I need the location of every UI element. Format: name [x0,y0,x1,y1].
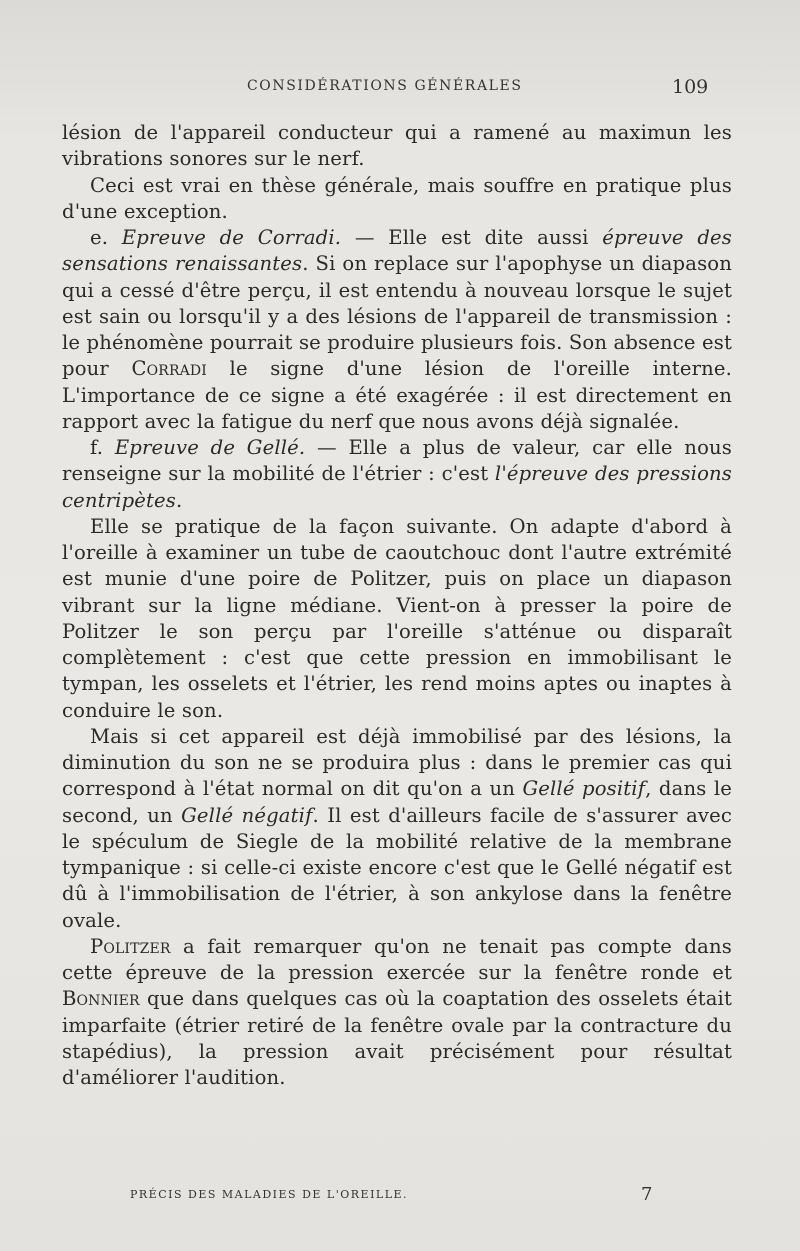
paragraph-general-thesis: Ceci est vrai en thèse générale, mais souffre en pratique plus d'une exception. [62,173,732,223]
page-footer [0,1184,800,1208]
section-title-corradi: Epreuve de Corradi. [121,226,342,249]
paragraph-continuation: lésion de l'appareil conducteur qui a ramené au maximun les vibrations sonores sur le nerf. [62,121,732,171]
body-text [62,120,732,1091]
paragraph-procedure: Elle se pratique de la façon suivante. On adapte d'abord à l'oreille à examiner un tube de caoutchouc dont l'autre extrémité est munie d'une poire de Politzer, puis on place un diapason vibrant sur la ligne médiane. Vient-on à presser la poire de Politzer le son perçu par l'oreille s'atténue ou disparaît complètement : c'est que cette pression en immobilisant le tympan, les osselets et l'étrier, les rend moins aptes ou inaptes à conduire le son. [62,514,732,722]
section-label-f: f. [90,436,104,459]
emphasis-term: épreuve des sensations renaissantes [62,226,732,276]
section-title-gelle: Epreuve de Gellé. [114,436,306,459]
running-head-title: CONSIDÉRATIONS GÉNÉRALES [247,78,523,94]
paragraph-politzer-remark [62,934,732,1092]
footer-book-title: PRÉCIS DES MALADIES DE L'OREILLE. [130,1188,409,1201]
text-run: a fait remarquer qu'on ne tenait pas compte dans cette épreuve de la pression exercée sur la fenêtre ronde et [62,934,732,984]
text-run: . Si on replace sur l'apophyse un diapason qui a cessé d'être perçu, il est entendu à nouveau lorsque le sujet est sain ou lorsqu'il y a des lésions de l'appareil de transmission : le phénomène pourrait se produire plusieurs fois. Son absence est pour [62,252,732,381]
author-name-corradi: Corradi [131,357,207,381]
text-run: , dans le second, un [62,777,732,827]
signature-mark: 7 [641,1184,653,1205]
section-label-e: e. [90,226,109,249]
text-run: Mais si cet appareil est déjà immobilisé par des lésions, la diminution du son ne se produira plus : dans le premier cas qui correspond à l'état normal on dit qu'on a un [62,724,732,801]
text-run: — Elle a plus de valeur, car elle nous renseigne sur la mobilité de l'étrier : c'est [62,436,732,486]
running-head [0,76,800,100]
paragraph-gelle-test [62,435,732,514]
text-run: . [176,488,183,512]
paragraph-corradi-test [62,225,732,435]
text-run: . Il est d'ailleurs facile de s'assurer avec le spéculum de Siegle de la mobilité relative de la membrane tympanique : si celle-ci existe encore c'est que le Gellé négatif est dû à l'immobilisation de l'étrier, à son ankylose dans la fenêtre ovale. [62,803,732,932]
author-name-politzer: Politzer [90,934,171,958]
paragraph-gelle-result [62,724,732,934]
emphasis-term: l'épreuve des pressions centripètes [62,462,732,512]
text-run: que dans quelques cas où la coaptation des osselets était imparfaite (étrier retiré de la fenêtre ovale par la contracture du stapédius), la pression avait précisément pour résultat d'améliorer l'audition. [62,987,732,1089]
emphasis-term: Gellé positif [522,777,646,801]
text-run: — Elle est dite aussi [341,226,603,249]
emphasis-term: Gellé négatif [181,803,313,827]
author-name-bonnier: Bonnier [62,987,140,1011]
text-run: le signe d'une lésion de l'oreille interne. L'importance de ce signe a été exagérée : il est directement en rapport avec la fatigue du nerf que nous avons déjà signalée. [62,357,732,433]
page-number: 109 [672,76,709,98]
